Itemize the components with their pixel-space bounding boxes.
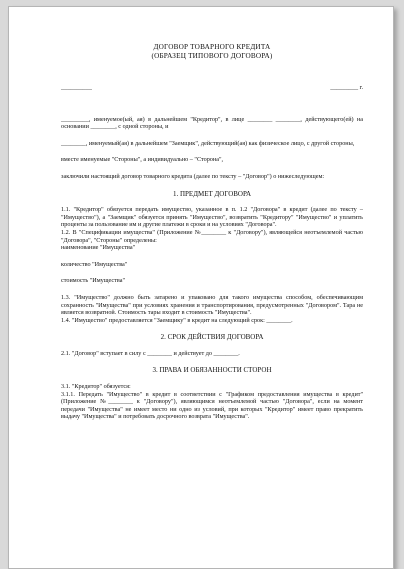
place-blank: __________	[61, 84, 92, 91]
property-qty-label: количество "Имущества"	[61, 260, 128, 268]
clause-1-3: 1.3. "Имущество" должно быть затарено и упаковано для такого имущества способом, обеспечивающим сохранность "Имущества" при условиях хранения и транспортирования, предусмотренных "Договором". Тара не является возвратной. Стоимость тары входит в стоимость "Имущества".	[61, 293, 363, 317]
clause-1-2: 1.2. В "Спецификации имущества" (Приложение №________ к "Договору"), являющейся неотъемлемой частью "Договора", "Стороны" определены:	[61, 228, 363, 244]
document-page	[8, 6, 394, 569]
party-borrower: ________, именуемый(ая) в дальнейшем "Заемщик", действующий(ая) как физическое лицо, с другой стороны,	[61, 139, 355, 147]
place-date-line	[61, 84, 363, 92]
date-blank: _________ г.	[330, 84, 363, 91]
title-line-1: ДОГОВОР ТОВАРНОГО КРЕДИТА	[153, 43, 271, 51]
clause-1-1: 1.1. "Кредитор" обязуется передать имущество, указанное в п. 1.2 "Договора" в кредит (далее по тексту – "Имущество"), а "Заемщик" обязуется принять "Имущество", возвратить "Кредитору" "Имущество" и уплатить проценты за пользование им и другие платежи в сроки и на условиях "Договора".	[61, 206, 363, 229]
clause-1-4: 1.4. "Имущество" предоставляется "Заемщику" в кредит на следующий срок: ________.	[61, 316, 293, 324]
parties-agreement: заключили настоящий договор товарного кредита (далее по тексту – "Договор") о нижеследующем:	[61, 172, 325, 180]
section-1-heading: 1. ПРЕДМЕТ ДОГОВОРА	[172, 189, 252, 198]
parties-collective: вместе именуемые "Стороны", а индивидуально – "Сторона",	[61, 156, 224, 164]
clause-2-1: 2.1. "Договор" вступает в силу с ________ и действует до ________.	[61, 349, 240, 357]
section-3-heading: 3. ПРАВА И ОБЯЗАННОСТИ СТОРОН	[152, 366, 272, 375]
party-creditor: _________, именуемое(ый, ая) в дальнейшем "Кредитор", в лице ________ ________, действующего(ей) на основании ________, с одной стороны, и	[61, 115, 363, 131]
clause-3-1: 3.1. "Кредитор" обязуется:	[61, 383, 131, 391]
property-cost-label: стоимость "Имущества"	[61, 277, 125, 285]
document-title	[61, 43, 363, 61]
document-body	[61, 43, 363, 421]
section-2-heading: 2. СРОК ДЕЙСТВИЯ ДОГОВОРА	[160, 333, 264, 342]
clause-3-1-1: 3.1.1. Передать "Имущество" в кредит в соответствии с "Графиком предоставления имущества в кредит" (Приложение №________ к "Договору"), являющимся неотъемлемой частью "Договора", если на момент передачи "Имущества" не имеет место ни одно из условий, при которых "Кредитор" имеет право прекратить выдачу "Имущества" и потребовать досрочного возврата "Имущества".	[61, 390, 363, 421]
property-name-label: наименование "Имущества"	[61, 244, 136, 252]
title-line-2: (ОБРАЗЕЦ ТИПОВОГО ДОГОВОРА)	[151, 52, 273, 60]
